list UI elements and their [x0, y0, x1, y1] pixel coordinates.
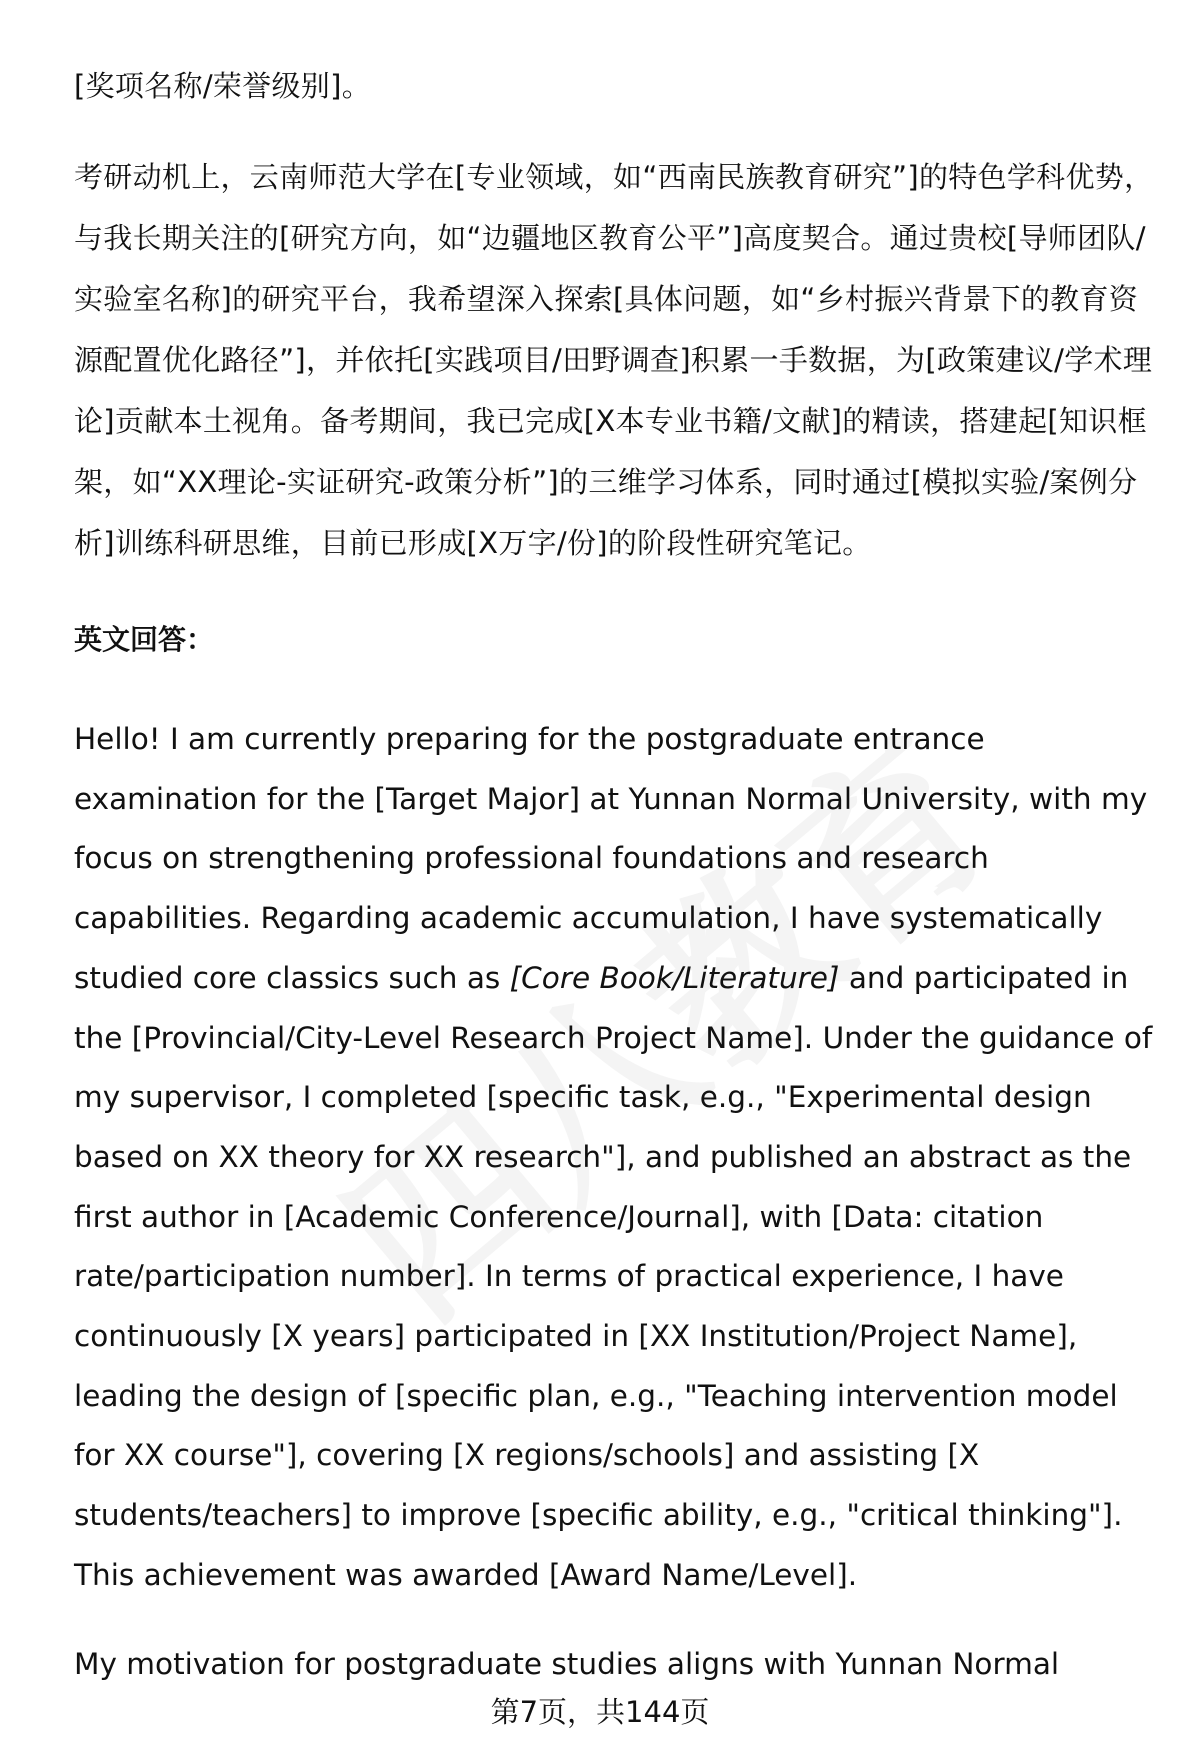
page-footer: 第7页，共144页 [490, 1695, 710, 1729]
page-content [74, 56, 1154, 1694]
en-paragraph-part2: and participated in the [Provincial/City-Level Research Project Name]. Under the guidance of my supervisor, I completed [specific task, e.g., "Experimental design based on XX theory for XX research"], and published an abstract as the first author in [Academic Conference/Journal], with [Data: citation rate/participation number]. In terms of practical experience, I have continuously [X years] participated in [XX Institution/Project Name], leading the design of [specific plan, e.g., "Teaching intervention model for XX course"], covering [X regions/schools] and assisting [X students/teachers] to improve [specific ability, e.g., "critical thinking"]. This achievement was awarded [Award Name/Level]. [74, 960, 1153, 1592]
en-answer-paragraph [74, 710, 1154, 1606]
en-paragraph-italic: [Core Book/Literature] [509, 960, 840, 995]
cn-award-line: [奖项名称/荣誉级别]。 [74, 69, 371, 103]
cn-motivation-paragraph: 考研动机上，云南师范大学在[专业领域，如“西南民族教育研究”]的特色学科优势，与我长期关注的[研究方向，如“边疆地区教育公平”]高度契合。通过贵校[导师团队/实验室名称]的研究平台，我希望深入探索[具体问题，如“乡村振兴背景下的教育资源配置优化路径”]，并依托[实践项目/田野调查]积累一手数据，为[政策建议/学术理论]贡献本土视角。备考期间，我已完成[X本专业书籍/文献]的精读，搭建起[知识框架，如“XX理论-实证研究-政策分析”]的三维学习体系，同时通过[模拟实验/案例分析]训练科研思维，目前已形成[X万字/份]的阶段性研究笔记。 [74, 160, 1154, 560]
en-paragraph-part1: Hello! I am currently preparing for the postgraduate entrance examination for the [Target Major] at Yunnan Normal University, with my focus on strengthening professional foundations and research capabilities. Regarding academic accumulation, I have systematically studied core classics such as [74, 722, 1148, 995]
english-answer-heading: 英文回答： [74, 623, 215, 656]
en-motivation-line: My motivation for postgraduate studies aligns with Yunnan Normal [74, 1646, 1060, 1681]
